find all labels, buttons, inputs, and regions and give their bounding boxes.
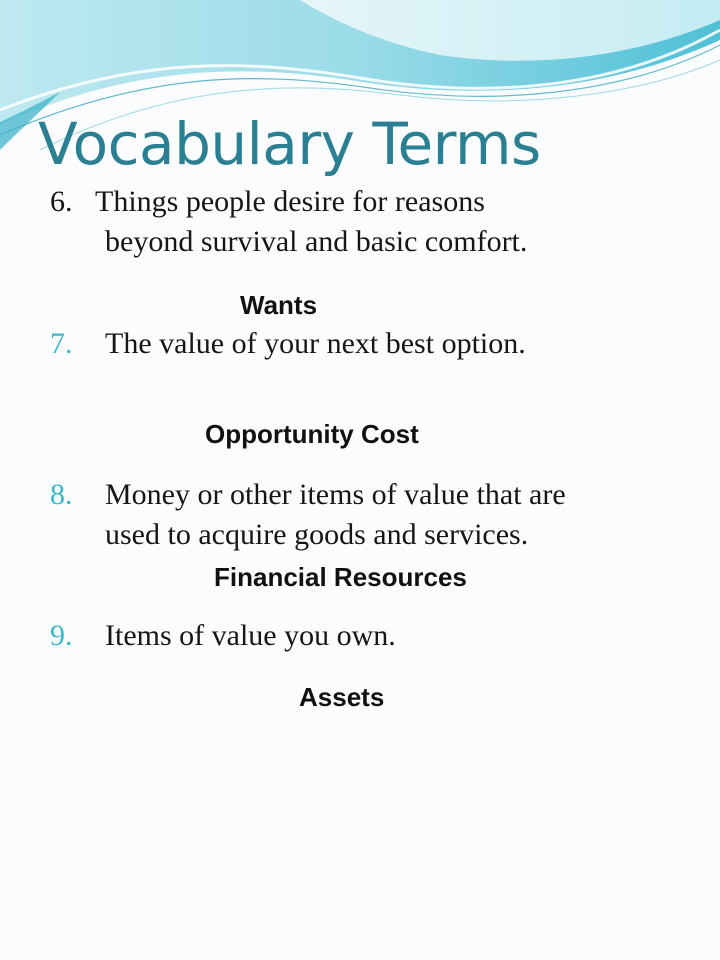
vocab-item-7 bbox=[50, 324, 690, 364]
item-definition-line: Things people desire for reasons bbox=[95, 185, 485, 218]
vocab-item-9 bbox=[50, 616, 690, 656]
answer-term: Financial Resources bbox=[214, 562, 467, 592]
item-definition-line: beyond survival and basic comfort. bbox=[105, 225, 528, 258]
item-number: 7. bbox=[50, 327, 73, 360]
answer-term: Assets bbox=[299, 682, 385, 712]
item-definition-line: The value of your next best option. bbox=[105, 327, 526, 360]
answer-term: Wants bbox=[240, 290, 318, 320]
slide-title: Vocabulary Terms bbox=[38, 110, 541, 178]
vocab-item-8 bbox=[50, 475, 690, 555]
item-number: 6. bbox=[50, 185, 73, 218]
answer-term: Opportunity Cost bbox=[205, 419, 419, 449]
item-definition-line: used to acquire goods and services. bbox=[105, 518, 529, 551]
vocab-item-6 bbox=[50, 182, 690, 262]
item-number: 8. bbox=[50, 478, 73, 511]
item-definition-line: Items of value you own. bbox=[105, 619, 396, 652]
item-definition-line: Money or other items of value that are bbox=[105, 478, 566, 511]
item-number: 9. bbox=[50, 619, 73, 652]
